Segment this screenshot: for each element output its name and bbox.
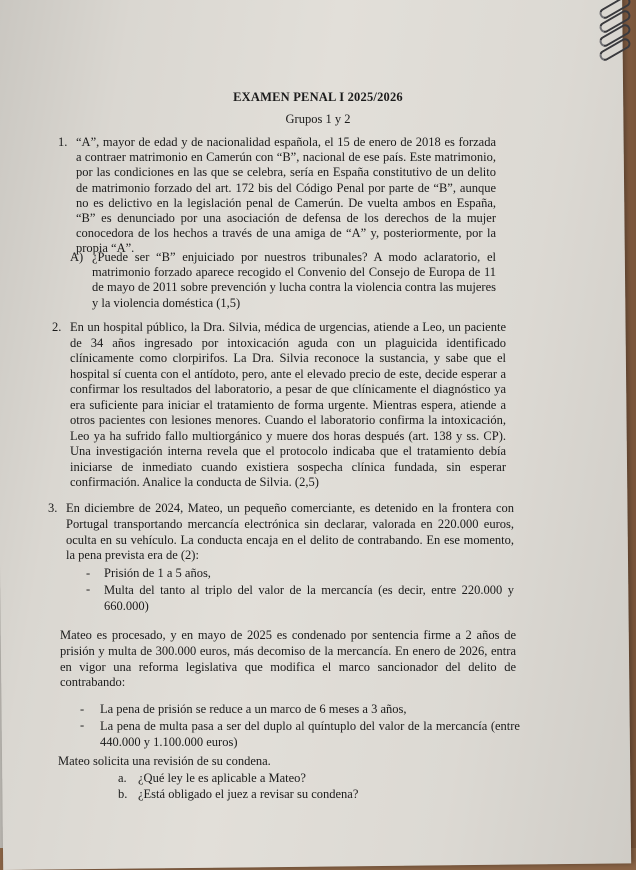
penalty-after-bullet: - xyxy=(80,702,85,716)
penalty-before-2: Multa del tanto al triplo del valor de la mercancía (es decir, entre 220.000 y 660.000) xyxy=(104,583,514,613)
question-2-number: 2. xyxy=(52,320,62,334)
penalty-before-bullet: - xyxy=(86,582,91,596)
question-3-number: 3. xyxy=(48,501,58,515)
question-3-request: Mateo solicita una revisión de su condena. xyxy=(58,754,271,768)
penalty-before-1: Prisión de 1 a 5 años, xyxy=(104,566,211,580)
penalty-after-1: La pena de prisión se reduce a un marco de 6 meses a 3 años, xyxy=(100,702,407,716)
question-2-text: En un hospital público, la Dra. Silvia, médica de urgencias, atiende a Leo, un paciente de 34 años ingresado por intoxicación aguda con un plaguicida identificado clínicamente como clorpirifos. La Dra. Silvia reconoce la sustancia, y sabe que el hospital sí cuenta con el antídoto, pero, ante el elevado precio de este, decide esperar a confirmar los resultados del laboratorio, a pesar de que clínicamente el diagnóstico ya era suficiente para iniciar el tratamiento de forma urgente. Mientras espera, atiende a otros pacientes con lesiones menores. Cuando el laboratorio confirma la intoxicación, Leo ya ha sufrido fallo multiorgánico y muere dos horas después (art. 138 y ss. CP). Una investigación interna revela que el protocolo indicaba que el tratamiento debía iniciarse de inmediato cuando existiera sospecha clínica fundada, sin esperar confirmación. Analice la conducta de Silvia. (2,5) xyxy=(70,320,506,489)
question-3a-text: ¿Qué ley le es aplicable a Mateo? xyxy=(138,771,306,785)
question-1-text: “A”, mayor de edad y de nacionalidad española, el 15 de enero de 2018 es forzada a contraer matrimonio en Camerún con “B”, nacional de ese país. Este matrimonio, por las condiciones en las que se celebra, sería en España constitutivo de un delito de matrimonio forzado del art. 172 bis del Código Penal por parte de “B”, aunque no es delictivo en la legislación penal de Camerún. De vuelta ambos en España, “B” es denunciado por una asociación de defensa de los derechos de la mujer conocedora de los hechos a través de una amiga de “A” y, posteriormente, por la propia “A”. xyxy=(76,135,496,256)
penalty-before-bullet: - xyxy=(86,566,91,580)
question-1-number: 1. xyxy=(58,135,68,149)
question-1-sub-label: A) xyxy=(70,250,84,264)
question-3b-text: ¿Está obligado el juez a revisar su condena? xyxy=(138,787,359,801)
penalty-after-2: La pena de multa pasa a ser del duplo al quíntuplo del valor de la mercancía (entre 440.000 y 1.100.000 euros) xyxy=(100,719,520,749)
question-3-para-2: Mateo es procesado, y en mayo de 2025 es condenado por sentencia firme a 2 años de prisión y multa de 300.000 euros, más decomiso de la mercancía. En enero de 2026, entra en vigor una reforma legislativa que modifica el marco sancionador del delito de contrabando: xyxy=(60,628,516,690)
exam-subtitle: Grupos 1 y 2 xyxy=(285,112,351,126)
penalty-after-bullet: - xyxy=(80,718,85,732)
question-1-sub-text: ¿Puede ser “B” enjuiciado por nuestros tribunales? A modo aclaratorio, el matrimonio forzado aparece recogido el Convenio del Consejo de Europa de 11 de mayo de 2011 sobre prevención y lucha contra la violencia contra las mujeres y la violencia doméstica (1,5) xyxy=(92,250,496,310)
question-3b-label: b. xyxy=(118,787,128,801)
question-3a-label: a. xyxy=(118,771,127,785)
exam-title: EXAMEN PENAL I 2025/2026 xyxy=(233,90,403,104)
question-3-text: En diciembre de 2024, Mateo, un pequeño comerciante, es detenido en la frontera con Portugal transportando mercancía electrónica sin declarar, valorada en 220.000 euros, oculta en su vehículo. La conducta encaja en el delito de contrabando. En ese momento, la pena prevista era de (2): xyxy=(66,501,514,563)
